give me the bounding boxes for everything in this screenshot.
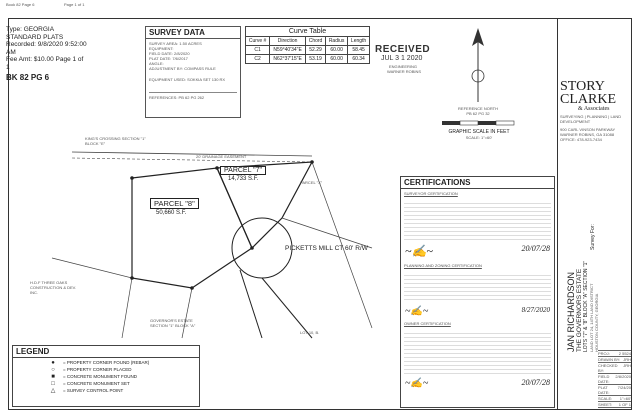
table-row [246, 46, 370, 55]
zoning-signature: ~✍~ [405, 306, 429, 317]
north-arrow-icon [460, 26, 496, 106]
firm-name-suffix: & Associates [578, 106, 610, 112]
recording-info [6, 26, 87, 82]
legend-box [12, 345, 200, 407]
title-block-value: 1 OF 1 [618, 402, 631, 407]
recording-line: STANDARD PLATS [6, 33, 64, 41]
land-lot: LAND LOT 24, 14TH LAND DISTRICT [589, 283, 594, 352]
title-block-key: FIELD DATE: [598, 374, 610, 384]
lot-description: LOTS "7" & "8" BLOCK "A" SECTION "1" [583, 260, 589, 352]
survey-for-label: Survey For: [590, 224, 596, 250]
curve-cell: 60.00 [326, 55, 348, 64]
title-block-key: PROJ: [598, 351, 610, 356]
curve-cell: 52.29 [306, 46, 326, 55]
drainage-easement-label: 20' DRAINAGE EASEMENT [196, 154, 247, 159]
recording-line: Type: GEORGIA [6, 26, 55, 33]
owner-cert-title: OWNER CERTIFICATION [404, 321, 451, 326]
survey-data-row: FIELD DATE: 2/8/2020 [149, 51, 190, 56]
received-stamp-date: JUL 3 1 2020 [381, 55, 423, 62]
curve-cell: N62°37'15"E [270, 55, 306, 64]
adjacent-subdivision-label: GOVERNOR'S ESTATE SECTION "1" BLOCK "A" [150, 318, 196, 328]
curve-table-header: Direction [270, 37, 306, 46]
survey-data-row: PLAT DATE: 7/6/2017 [149, 56, 188, 61]
curve-table-header: Radius [326, 37, 348, 46]
curve-cell: C1 [246, 46, 270, 55]
control-point-icon: △ [50, 388, 56, 394]
survey-plan-drawing [12, 128, 400, 340]
legend-text: = CONCRETE MONUMENT SET [63, 381, 130, 386]
firm-name: CLARKE [560, 92, 616, 107]
certifications-box [400, 176, 555, 408]
surveyor-cert-title: SURVEYOR CERTIFICATION [404, 191, 458, 196]
legend-text: = PROPERTY CORNER FOUND (REBAR) [63, 360, 150, 365]
graphic-scale-bar [440, 120, 516, 128]
county: HOUSTON COUNTY, GEORGIA [594, 293, 599, 352]
survey-data-title: SURVEY DATA [146, 27, 240, 39]
survey-data-row: SURVEY AREA: 1.50 ACRES [149, 41, 202, 46]
estate-name: THE GOVERNORS ESTATE [576, 268, 583, 352]
surveyor-signature-date: 20/07/28 [521, 244, 550, 253]
legend-title: LEGEND [13, 346, 199, 358]
title-block-key: DRAWN BY: [598, 357, 621, 362]
curve-cell: 58.45 [348, 46, 370, 55]
monument-set-icon: □ [51, 380, 55, 387]
owner-signature-date: 20/07/28 [521, 378, 550, 387]
recording-line: AM [6, 48, 16, 56]
parcel-8-label: PARCEL "8" [150, 198, 199, 209]
curve-cell: 60.00 [326, 46, 348, 55]
reference-north-line: REFERENCE NORTH [458, 106, 498, 111]
recording-line: Recorded: 9/8/2020 9:52:00 [6, 41, 87, 48]
curve-table-title: Curve Table [245, 26, 370, 36]
title-block-key: PLAT DATE: [598, 385, 610, 395]
recording-line: 1 [6, 63, 10, 71]
received-stamp-title: RECEIVED [375, 44, 431, 55]
title-block-key: CHECKED BY: [598, 363, 618, 373]
received-stamp [375, 44, 430, 74]
title-block-border [557, 18, 632, 410]
zoning-cert-title: PLANNING AND ZONING CERTIFICATION [404, 263, 482, 268]
title-block-value: 2/8/2020 [615, 374, 631, 379]
parcel-7-label: PARCEL "7" [220, 166, 266, 175]
title-block-value: JRH [623, 357, 631, 362]
title-block-value: 2 5524 [618, 351, 631, 356]
parcel-x-label: PARCEL "X" [300, 180, 323, 185]
curve-table-box [245, 26, 370, 64]
legend-item [43, 359, 169, 366]
survey-data-row: ADJUSTMENT BY: COMPASS RULE [149, 66, 216, 71]
legend-item [43, 366, 169, 373]
title-block-value: 7/24/20 [617, 385, 631, 390]
title-block-key: SHEET: [598, 402, 613, 407]
title-block-value: 1"=60' [619, 396, 631, 401]
legend-text: = CONCRETE MONUMENT FOUND [63, 374, 138, 379]
curve-cell: 53.19 [306, 55, 326, 64]
firm-address: OFFICE: 478-923-7434 [560, 137, 602, 142]
parcel-7-area: 14,733 S.F. [228, 176, 259, 182]
survey-data-row: ANGLE: [149, 61, 164, 66]
reference-north-line: PB 62 PG 32 [466, 111, 490, 116]
firm-address: WARNER ROBINS, GA 31088 [560, 132, 615, 137]
book-page: BK 82 PG 6 [6, 73, 50, 82]
road-label: PICKETTS MILL CT 60' R/W [285, 245, 368, 252]
reference-north [448, 106, 508, 116]
adjacent-owner-label: H.D.F THREE OAKS CONSTRUCTION & DEV. INC. [30, 280, 77, 295]
survey-data-row: EQUIPMENT: [149, 46, 174, 51]
curve-table-header: Curve # [246, 37, 270, 46]
firm-name: STORY [560, 79, 605, 94]
curve-cell: C2 [246, 55, 270, 64]
adjacent-subdivision-label: KING'S CROSSING SECTION "1" BLOCK "E" [85, 136, 146, 146]
received-stamp-line: WARNER ROBINS [387, 69, 422, 74]
survey-data-row: REFERENCES: PB 62 PG 262 [149, 92, 237, 100]
page-header-left: Book 82 Page 6 [6, 2, 35, 7]
zoning-signature-date: 8/27/2020 [521, 306, 550, 314]
curve-cell: 60.34 [348, 55, 370, 64]
firm-tagline: SURVEYING | PLANNING | LAND DEVELOPMENT [560, 114, 622, 124]
monument-found-icon: ■ [51, 373, 55, 380]
curve-table [245, 36, 370, 64]
firm-address: 900 CARL VINSON PARKWAY [560, 127, 616, 132]
table-row [246, 55, 370, 64]
curve-table-header: Chord [306, 37, 326, 46]
curve-table-header: Length [348, 37, 370, 46]
graphic-scale-note: SCALE: 1"=60' [465, 135, 493, 140]
legend-item [43, 373, 169, 380]
legend-item [43, 380, 169, 387]
curve-cell: N59°40'34"E [270, 46, 306, 55]
owner-signature: ~✍~ [405, 378, 429, 389]
surveyor-signature: ~✍~ [405, 244, 433, 258]
legend-text: = PROPERTY CORNER PLACED [63, 367, 132, 372]
title-block-value: JRH [623, 363, 631, 368]
recording-line: Fee Amt: $10.00 Page 1 of [6, 56, 84, 63]
received-stamp-line: ENGINEERING [389, 64, 418, 69]
certifications-title: CERTIFICATIONS [401, 177, 554, 189]
client-name: JAN RICHARDSON [566, 271, 576, 352]
page-header-right: Page 1 of 1 [64, 2, 85, 7]
survey-data-row: EQUIPMENT USED: SOKKIA SET 130 RX [149, 77, 226, 82]
legend-text: = SURVEY CONTROL POINT [63, 388, 124, 393]
parcel-8-area: 50,660 S.F. [156, 210, 187, 216]
legend-item [43, 387, 169, 394]
title-block-key: SCALE: [598, 396, 613, 401]
graphic-scale-title: GRAPHIC SCALE IN FEET [448, 129, 510, 135]
corner-placed-icon: ○ [51, 366, 55, 373]
survey-data-box [145, 26, 241, 118]
rebar-found-icon: ● [51, 359, 55, 366]
lot-label: LOT 10, B. [300, 330, 320, 335]
